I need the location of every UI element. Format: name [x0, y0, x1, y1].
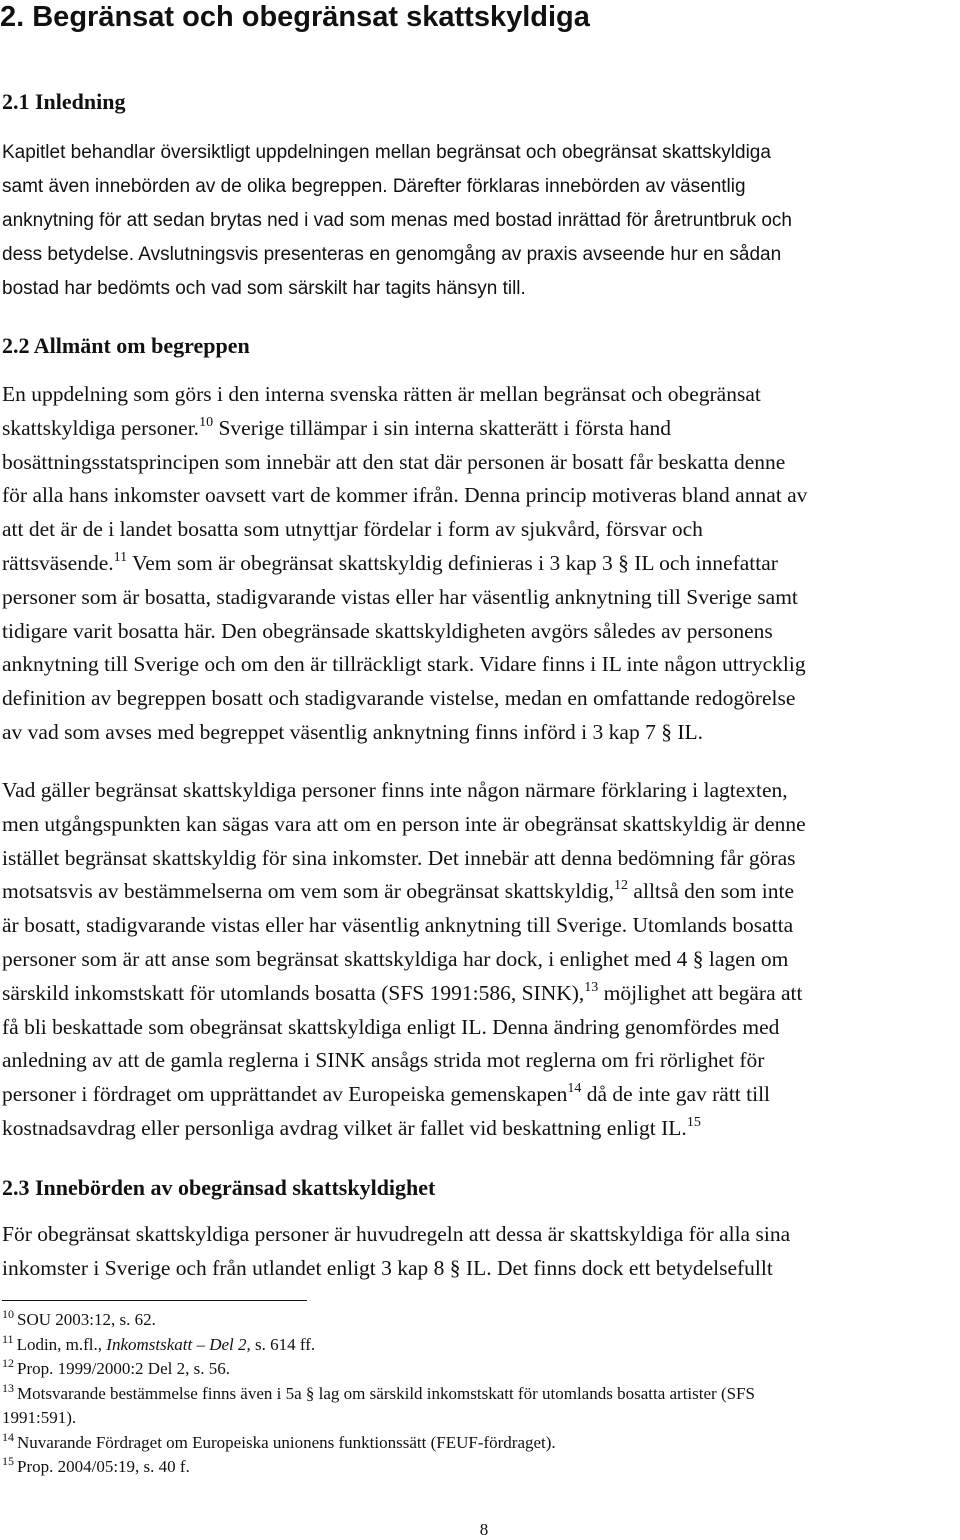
footnote [2, 1308, 960, 1333]
paragraph-line: för alla hans inkomster oavsett vart de kommer ifrån. Denna princip motiveras bland annat av [2, 483, 808, 508]
footnote-number: 10 [2, 1307, 14, 1321]
paragraph-line: av vad som avses med begreppet väsentlig anknytning finns införd i 3 kap 7 § IL. [2, 719, 703, 744]
paragraph-line: Vad gäller begränsat skattskyldiga personer finns inte någon närmare förklaring i lagtexten, [2, 778, 788, 802]
paragraph-line: definition av begreppen bosatt och stadigvarande vistelse, medan en omfattande redogörelse [2, 686, 796, 711]
paragraph-line [2, 1112, 960, 1146]
paragraph-line: att det är de i landet bosatta som utnyttjar fördelar i form av sjukvård, försvar och [2, 517, 703, 542]
paragraph-line: personer som är bosatta, stadigvarande vistas eller har väsentlig anknytning till Sverige samt [2, 584, 798, 609]
footnote-text: Prop. 1999/2000:2 Del 2, s. 56. [17, 1359, 230, 1378]
footnote-text: Nuvarande Fördraget om Europeiska unionens funktionssätt (FEUF-fördraget). [17, 1432, 556, 1452]
page-number: 8 [479, 1520, 489, 1539]
footnote [2, 1333, 960, 1358]
paragraph-line [2, 977, 960, 1011]
section-heading-2-3: 2.3 Innebörden av obegränsad skattskyldighet [2, 1175, 436, 1200]
text-run: möjlighet att begära att [598, 980, 803, 1005]
text-run: kostnadsavdrag eller personliga avdrag vilket är fallet vid beskattning enligt IL. [2, 1115, 687, 1140]
footnote-italic-title: Inkomstskatt – Del 2 [106, 1334, 247, 1354]
footnote-reference[interactable]: 15 [686, 1114, 701, 1130]
footnote-text: , s. 614 ff. [246, 1334, 316, 1354]
paragraph-line [2, 875, 960, 909]
text-run: skattskyldiga personer. [2, 415, 200, 440]
text-run: då de inte gav rätt till [581, 1082, 771, 1107]
section-2-2-paragraph-1 [2, 378, 960, 750]
footnote-text: SOU 2003:12, s. 62. [17, 1310, 156, 1329]
paragraph-line: anknytning till Sverige och om den är tillräckligt stark. Vidare finns i IL inte någon uttrycklig [2, 652, 806, 677]
paragraph-line: bostad har bedömts och vad som särskilt har tagits hänsyn till. [2, 278, 526, 299]
footnotes [2, 1308, 960, 1480]
footnote-reference[interactable]: 13 [584, 979, 599, 995]
footnote-text: Motsvarande bestämmelse finns även i 5a § lag om särskild inkomstskatt för utomlands bosatta artister (SFS [17, 1383, 755, 1403]
footnote [2, 1431, 960, 1456]
footnote-text: 1991:591). [2, 1408, 77, 1427]
text-run: personer i fördraget om upprättandet av Europeiska gemenskapen [2, 1082, 568, 1107]
footnote-number: 11 [2, 1331, 14, 1346]
footnote-separator [2, 1300, 307, 1301]
paragraph-line [2, 547, 960, 581]
text-run: alltså den som inte [628, 879, 795, 904]
footnote [2, 1382, 960, 1407]
footnote-number: 14 [2, 1429, 14, 1444]
footnote [2, 1455, 960, 1480]
paragraph-line: anledning av att de gamla reglerna i SINK ansågs strida mot reglerna om fri rörlighet för [2, 1048, 765, 1073]
footnote-reference[interactable]: 14 [567, 1081, 582, 1097]
footnote-text: Lodin, m.fl., [16, 1334, 107, 1354]
section-heading-2-1: 2.1 Inledning [2, 89, 126, 114]
text-run: Sverige tillämpar i sin interna skatterätt i första hand [213, 415, 671, 440]
text-run: Vem som är obegränsat skattskyldig definieras i 3 kap 3 § IL och innefattar [127, 550, 778, 575]
paragraph-line: samt även innebörden av de olika begreppen. Därefter förklaras innebörden av väsentlig [2, 176, 746, 197]
footnote [2, 1357, 960, 1382]
text-run: särskild inkomstskatt för utomlands bosatta (SFS 1991:586, SINK), [2, 980, 585, 1005]
paragraph-line: är bosatt, stadigvarande vistas eller har väsentlig anknytning till Sverige. Utomlands bosatta [2, 913, 794, 938]
footnote-number: 12 [2, 1356, 14, 1370]
section-2-2-paragraph-2 [2, 774, 960, 1146]
footnote-reference[interactable]: 12 [614, 878, 629, 894]
paragraph-line: men utgångspunkten kan sägas vara att om en person inte är obegränsat skattskyldig är denne [2, 811, 806, 836]
text-run: motsatsvis av bestämmelserna om vem som är obegränsat skattskyldig, [2, 879, 615, 904]
paragraph-line: istället begränsat skattskyldig för sina inkomster. Det innebär att denna bedömning får göras [2, 845, 796, 870]
paragraph-line: Kapitlet behandlar översiktligt uppdelningen mellan begränsat och obegränsat skattskyldiga [2, 142, 771, 163]
footnote-reference[interactable]: 11 [113, 549, 128, 565]
paragraph-line: inkomster i Sverige och från utlandet enligt 3 kap 8 § IL. Det finns dock ett betydelsefullt [2, 1255, 773, 1280]
text-run: rättsväsende. [2, 550, 114, 575]
chapter-title: 2. Begränsat och obegränsat skattskyldiga [0, 1, 590, 33]
section-2-1-paragraph [2, 136, 960, 306]
paragraph-line: bosättningsstatsprincipen som innebär att den stat där personen är bosatt får beskatta denne [2, 449, 786, 474]
paragraph-line [2, 1078, 960, 1112]
paragraph-line: För obegränsat skattskyldiga personer är huvudregeln att dessa är skattskyldiga för alla sina [2, 1222, 791, 1246]
paragraph-line [2, 412, 960, 446]
paragraph-line: anknytning för att sedan brytas ned i vad som menas med bostad inrättad för åretruntbruk och [2, 210, 792, 231]
paragraph-line: dess betydelse. Avslutningsvis presenteras en genomgång av praxis avseende hur en sådan [2, 244, 782, 265]
footnote-number: 13 [2, 1380, 14, 1395]
section-2-3-paragraph [2, 1218, 960, 1286]
footnote-number: 15 [2, 1454, 14, 1468]
paragraph-line: tidigare varit bosatta här. Den obegränsade skattskyldigheten avgörs således av personens [2, 618, 773, 643]
footnote-reference[interactable]: 10 [199, 414, 214, 430]
paragraph-line: personer som är att anse som begränsat skattskyldiga har dock, i enlighet med 4 § lagen om [2, 946, 789, 971]
paragraph-line: En uppdelning som görs i den interna svenska rätten är mellan begränsat och obegränsat [2, 382, 761, 406]
footnote-text: Prop. 2004/05:19, s. 40 f. [17, 1457, 190, 1476]
section-heading-2-2: 2.2 Allmänt om begreppen [2, 333, 250, 358]
footnote-continuation [2, 1406, 960, 1431]
paragraph-line: få bli beskattade som obegränsat skattskyldiga enligt IL. Denna ändring genomfördes med [2, 1014, 780, 1039]
